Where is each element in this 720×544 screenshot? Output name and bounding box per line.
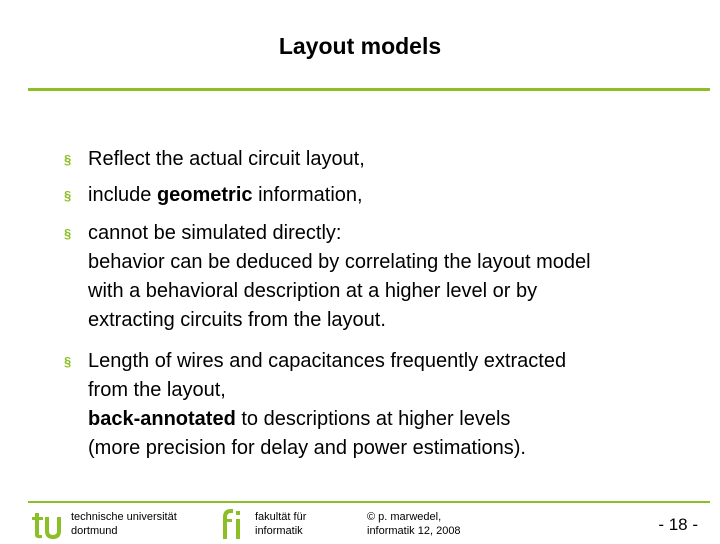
title-divider	[28, 88, 710, 91]
bullet-line	[88, 277, 704, 306]
slide-title: Layout models	[278, 33, 442, 59]
footer-copyright-line2: informatik 12, 2008	[367, 525, 461, 537]
bullet-text: information,	[252, 184, 363, 206]
tu-logo-icon	[32, 505, 66, 544]
footer-university-line1: technische universität	[71, 511, 177, 523]
footer-faculty	[255, 510, 306, 538]
bullet-text: (more precision for delay and power estimations).	[88, 437, 526, 459]
bullet-line	[88, 434, 704, 463]
bullet-mark-icon: §	[64, 354, 72, 369]
footer-university-line2: dortmund	[71, 525, 118, 537]
bullet-line	[88, 376, 704, 405]
bullet-mark-icon: §	[64, 188, 72, 203]
footer-faculty-line2: informatik	[255, 525, 303, 537]
bullet-item	[64, 347, 704, 463]
footer-copyright-line1: © p. marwedel,	[367, 511, 442, 523]
bullet-text-bold: geometric	[156, 184, 253, 206]
bullet-mark-icon: §	[64, 152, 72, 167]
bullet-item	[64, 219, 704, 335]
fi-logo-icon	[219, 507, 245, 544]
bullet-text: to descriptions at higher levels	[235, 408, 511, 430]
bullet-item	[64, 181, 704, 210]
bullet-text: include	[88, 184, 157, 206]
bullet-list	[64, 145, 704, 463]
bullet-line	[88, 181, 704, 210]
page-number: - 18 -	[658, 515, 698, 534]
bullet-text-bold: back-annotated	[88, 408, 236, 430]
footer-faculty-line1: fakultät für	[255, 511, 307, 523]
bullet-line	[88, 145, 704, 174]
bullet-line	[88, 405, 704, 434]
bullet-line	[88, 219, 704, 248]
bullet-text: cannot be simulated directly:	[88, 222, 342, 244]
footer-university	[71, 510, 177, 538]
bullet-line	[88, 347, 704, 376]
footer-divider	[28, 501, 710, 503]
footer-copyright	[367, 510, 461, 538]
bullet-text: behavior can be deduced by correlating the layout model	[88, 251, 591, 273]
bullet-line	[88, 306, 704, 335]
bullet-text: from the layout,	[88, 379, 226, 401]
bullet-text: with a behavioral description at a higher level or by	[88, 280, 538, 302]
bullet-line	[88, 248, 704, 277]
bullet-text: Reflect the actual circuit layout,	[88, 148, 365, 170]
bullet-mark-icon: §	[64, 226, 72, 241]
bullet-item	[64, 145, 704, 174]
bullet-text: Length of wires and capacitances frequently extracted	[88, 350, 567, 372]
bullet-text: extracting circuits from the layout.	[88, 309, 386, 331]
